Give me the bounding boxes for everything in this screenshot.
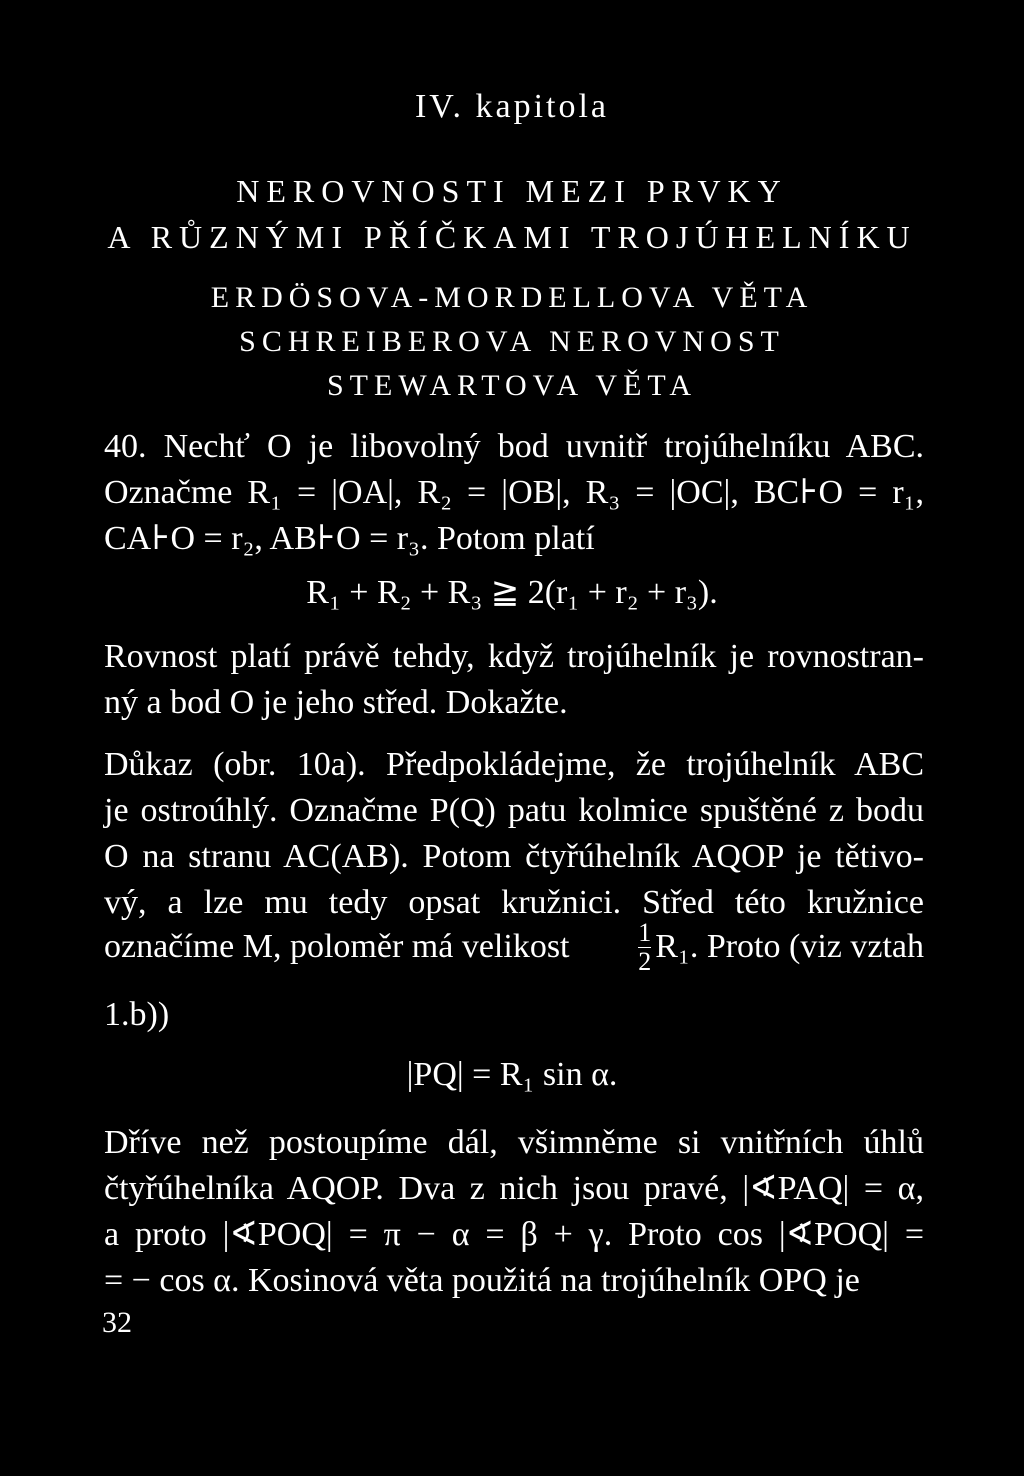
problem-line-3: CA⊦O = r₂, AB⊦O = r₃. Potom platí bbox=[104, 520, 595, 557]
proof-continuation bbox=[104, 1120, 924, 1304]
problem-statement bbox=[104, 424, 924, 562]
chapter-title-line-1: NEROVNOSTI MEZI PRVKY bbox=[236, 173, 788, 209]
proof-formula: |PQ| = R₁ sin α. bbox=[406, 1056, 618, 1093]
radius-line-start: označíme M, poloměr má velikost bbox=[104, 928, 570, 965]
chapter-label: IV. kapitola bbox=[414, 88, 609, 125]
proof-reference bbox=[104, 992, 924, 1038]
reference-line: 1.b)) bbox=[104, 996, 170, 1033]
continuation-line-2: čtyřúhelníka AQOP. Dva z nich jsou pravé, |∢PAQ| = α, bbox=[104, 1170, 924, 1207]
proof-line-1: Důkaz (obr. 10a). Předpokládejme, že trojúhelník ABC bbox=[104, 746, 924, 783]
one-half-fraction bbox=[638, 919, 651, 976]
proof-line-3: O na stranu AC(AB). Potom čtyřúhelník AQOP je tětivo- bbox=[104, 838, 924, 875]
condition-line-2: ný a bod O je jeho střed. Dokažte. bbox=[104, 684, 568, 721]
chapter-title bbox=[0, 168, 1024, 260]
proof-line-4: vý, a lze mu tedy opsat kružnici. Střed této kružnice bbox=[104, 884, 924, 921]
radius-line-end: R₁. Proto (viz vztah bbox=[655, 928, 924, 965]
chapter-subtitles bbox=[0, 276, 1024, 408]
subtitle-erdos-mordell: ERDÖSOVA-MORDELLOVA VĚTA bbox=[210, 281, 814, 314]
condition-line-1: Rovnost platí právě tehdy, když trojúhelník je rovnostran- bbox=[104, 638, 924, 675]
subtitle-stewart: STEWARTOVA VĚTA bbox=[327, 369, 697, 402]
problem-formula: R₁ + R₂ + R₃ ≧ 2(r₁ + r₂ + r₃). bbox=[306, 574, 718, 611]
subtitle-schreiber: SCHREIBEROVA NEROVNOST bbox=[239, 325, 785, 358]
continuation-line-4: = − cos α. Kosinová věta použitá na trojúhelník OPQ je bbox=[104, 1262, 860, 1299]
proof-paragraph bbox=[104, 742, 924, 926]
fraction-denominator: 2 bbox=[638, 946, 652, 976]
proof-line-2: je ostroúhlý. Označme P(Q) patu kolmice spuštěné z bodu bbox=[104, 792, 924, 829]
radius-expression bbox=[634, 919, 924, 976]
chapter-title-line-2: A RŮZNÝMI PŘÍČKAMI TROJÚHELNÍKU bbox=[107, 219, 917, 255]
problem-condition bbox=[104, 634, 924, 726]
page-number: 32 bbox=[102, 1306, 132, 1339]
fraction-numerator: 1 bbox=[638, 917, 652, 947]
continuation-line-3: a proto |∢POQ| = π − α = β + γ. Proto cos |∢POQ| = bbox=[104, 1216, 924, 1253]
proof-radius-line bbox=[104, 912, 924, 982]
problem-line-2: Označme R₁ = |OA|, R₂ = |OB|, R₃ = |OC|, BC⊦O = r₁, bbox=[104, 474, 924, 511]
problem-line-1: 40. Nechť O je libovolný bod uvnitř trojúhelníku ABC. bbox=[104, 428, 924, 465]
continuation-line-1: Dříve než postoupíme dál, všimněme si vnitřních úhlů bbox=[104, 1124, 924, 1161]
